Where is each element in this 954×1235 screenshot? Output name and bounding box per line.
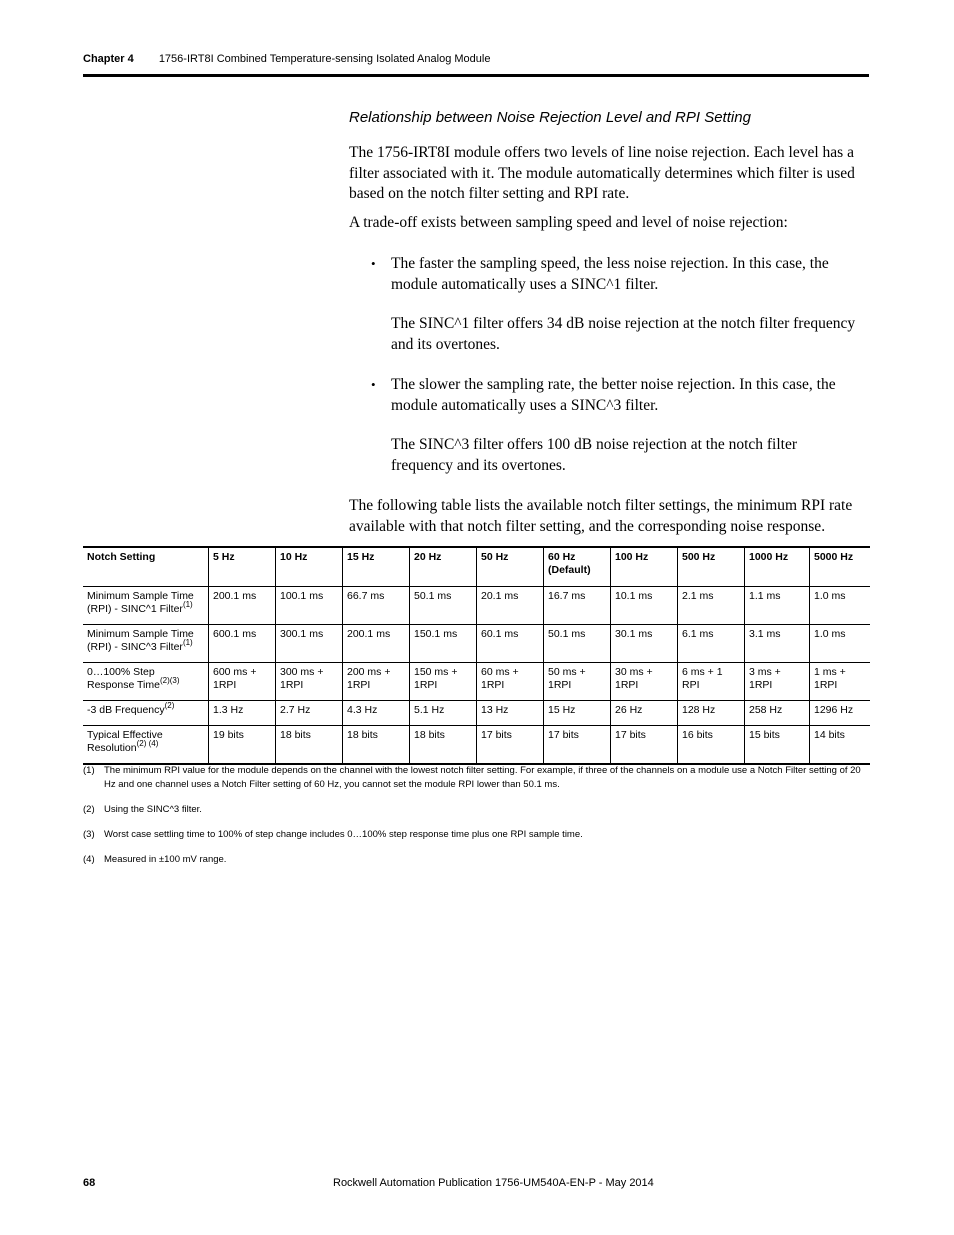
table-row (83, 625, 870, 663)
row-label (83, 701, 209, 726)
row-label-text: -3 dB Frequency (87, 704, 165, 716)
row-label-text: Typical Effective Resolution (87, 729, 163, 754)
table-cell: 3.1 ms (745, 625, 810, 663)
table-cell: 1 ms + 1RPI (810, 663, 871, 701)
table-cell: 100.1 ms (276, 587, 343, 625)
column-header: 5 Hz (209, 547, 276, 587)
footnote (83, 853, 870, 867)
row-label (83, 663, 209, 701)
footnote-text: Measured in ±100 mV range. (104, 854, 227, 865)
table-cell: 6 ms + 1 RPI (678, 663, 745, 701)
footnote (83, 803, 870, 817)
column-header: 100 Hz (611, 547, 678, 587)
intro-paragraph: The 1756-IRT8I module offers two levels of line noise rejection. Each level has a filter associated with it. The module automatically determines which filter is used based on the notch filter setting and RPI rate. (349, 144, 855, 202)
column-header: 50 Hz (477, 547, 544, 587)
chapter-label: Chapter 4 (83, 53, 134, 65)
footnote-ref: (2)(3) (159, 676, 180, 685)
table-cell: 258 Hz (745, 701, 810, 726)
page-number: 68 (83, 1177, 96, 1189)
column-header: 20 Hz (410, 547, 477, 587)
table-cell: 50.1 ms (410, 587, 477, 625)
row-label (83, 587, 209, 625)
column-header: 15 Hz (343, 547, 410, 587)
footnote-text: Worst case settling time to 100% of step change includes 0…100% step response time plus one RPI sample time. (104, 829, 583, 840)
row-label (83, 726, 209, 765)
footnote-number: (4) (83, 854, 95, 865)
table-cell: 17 bits (477, 726, 544, 765)
table-cell: 300 ms + 1RPI (276, 663, 343, 701)
table-cell: 150 ms + 1RPI (410, 663, 477, 701)
footnote-ref: (1) (182, 600, 193, 609)
table-header-row (83, 547, 870, 587)
publication-info: Rockwell Automation Publication 1756-UM540A-EN-P - May 2014 (333, 1177, 654, 1189)
bullet-text: The slower the sampling rate, the better noise rejection. In this case, the module automatically uses a SINC^3 filter. (391, 376, 836, 414)
footnotes (83, 764, 870, 878)
footnote-text: Using the SINC^3 filter. (104, 804, 202, 815)
tradeoff-paragraph: A trade-off exists between sampling speed and level of noise rejection: (349, 214, 788, 231)
bullet-item (371, 254, 861, 295)
row-label-text: Minimum Sample Time (RPI) - SINC^3 Filter (87, 628, 194, 653)
table-cell: 19 bits (209, 726, 276, 765)
table-cell: 50 ms + 1RPI (544, 663, 611, 701)
table-cell: 600.1 ms (209, 625, 276, 663)
row-label (83, 625, 209, 663)
bullet-text: The faster the sampling speed, the less noise rejection. In this case, the module automatically uses a SINC^1 filter. (391, 255, 829, 293)
table-cell: 15 bits (745, 726, 810, 765)
table-cell: 30.1 ms (611, 625, 678, 663)
table-row (83, 587, 870, 625)
table-cell: 15 Hz (544, 701, 611, 726)
footnote-number: (2) (83, 804, 95, 815)
row-label-text: Minimum Sample Time (RPI) - SINC^1 Filter (87, 590, 194, 615)
table-cell: 3 ms + 1RPI (745, 663, 810, 701)
table-cell: 5.1 Hz (410, 701, 477, 726)
table-cell: 6.1 ms (678, 625, 745, 663)
table-cell: 2.1 ms (678, 587, 745, 625)
table-cell: 26 Hz (611, 701, 678, 726)
table-cell: 14 bits (810, 726, 871, 765)
table-cell: 600 ms + 1RPI (209, 663, 276, 701)
column-header: 5000 Hz (810, 547, 871, 587)
column-header: Notch Setting (83, 547, 209, 587)
table-cell: 20.1 ms (477, 587, 544, 625)
column-header: 500 Hz (678, 547, 745, 587)
footnote-number: (1) (83, 765, 95, 776)
notch-filter-table (83, 546, 870, 765)
table-cell: 30 ms + 1RPI (611, 663, 678, 701)
table-cell: 66.7 ms (343, 587, 410, 625)
table-intro-paragraph: The following table lists the available notch filter settings, the minimum RPI rate available with that notch filter setting, and the corresponding noise response. (349, 497, 853, 535)
bullet-item (371, 375, 861, 416)
column-header: 60 Hz (Default) (544, 547, 611, 587)
column-header: 1000 Hz (745, 547, 810, 587)
table-cell: 50.1 ms (544, 625, 611, 663)
table-cell: 16 bits (678, 726, 745, 765)
table-cell: 2.7 Hz (276, 701, 343, 726)
table-cell: 60.1 ms (477, 625, 544, 663)
table-cell: 150.1 ms (410, 625, 477, 663)
table-row (83, 701, 870, 726)
table-cell: 10.1 ms (611, 587, 678, 625)
footnote (83, 828, 870, 842)
table-cell: 300.1 ms (276, 625, 343, 663)
table-row (83, 726, 870, 765)
bullet-subtext: The SINC^3 filter offers 100 dB noise rejection at the notch filter frequency and its overtones. (391, 436, 798, 474)
table-cell: 16.7 ms (544, 587, 611, 625)
footnote-ref: (1) (182, 638, 193, 647)
table-row (83, 663, 870, 701)
column-header: 10 Hz (276, 547, 343, 587)
footnote-ref: (2) (164, 701, 175, 710)
bullet-marker: • (371, 377, 376, 392)
table-cell: 18 bits (410, 726, 477, 765)
table-cell: 17 bits (544, 726, 611, 765)
table-cell: 17 bits (611, 726, 678, 765)
table-cell: 60 ms + 1RPI (477, 663, 544, 701)
table-cell: 18 bits (276, 726, 343, 765)
table-cell: 1.1 ms (745, 587, 810, 625)
footnote-ref: (2) (4) (136, 739, 159, 748)
footnote-number: (3) (83, 829, 95, 840)
footnote-text: The minimum RPI value for the module depends on the channel with the lowest notch filter setting. For example, if three of the channels on a module use a Notch Filter setting of 20 Hz and one channel uses a Notch Filter setting of 60 Hz, you cannot set the module RPI lower than 50.1 ms. (104, 765, 861, 790)
table-cell: 200.1 ms (343, 625, 410, 663)
chapter-title: 1756-IRT8I Combined Temperature-sensing Isolated Analog Module (158, 53, 491, 65)
table-cell: 200.1 ms (209, 587, 276, 625)
table-cell: 1.0 ms (810, 587, 871, 625)
table-cell: 13 Hz (477, 701, 544, 726)
table-cell: 1.3 Hz (209, 701, 276, 726)
table-cell: 1296 Hz (810, 701, 871, 726)
row-label-text: 0…100% Step Response Time (87, 666, 160, 691)
header-rule (83, 74, 869, 77)
table-cell: 4.3 Hz (343, 701, 410, 726)
table-cell: 18 bits (343, 726, 410, 765)
bullet-marker: • (371, 256, 376, 271)
table-cell: 128 Hz (678, 701, 745, 726)
bullet-subtext: The SINC^1 filter offers 34 dB noise rejection at the notch filter frequency and its overtones. (391, 315, 856, 353)
table-cell: 200 ms + 1RPI (343, 663, 410, 701)
section-heading: Relationship between Noise Rejection Level and RPI Setting (349, 109, 751, 126)
footnote (83, 764, 870, 792)
table-cell: 1.0 ms (810, 625, 871, 663)
page-header (83, 53, 868, 65)
